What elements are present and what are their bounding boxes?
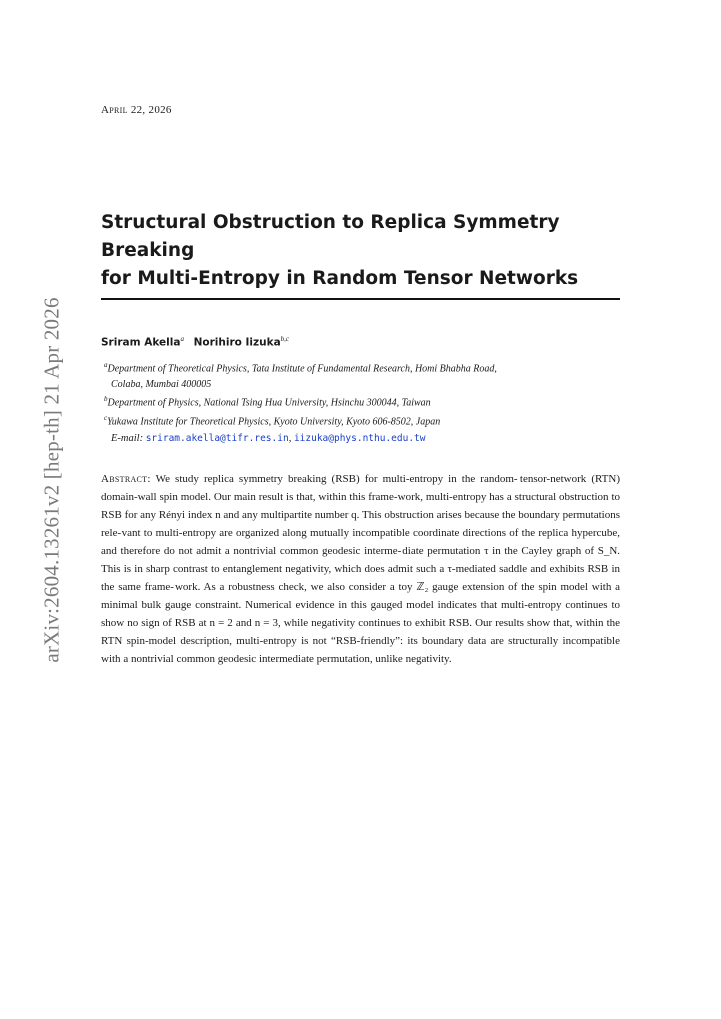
- affiliation-item: $^c$Yukawa Institute for Theoretical Physics, Kyoto University, Kyoto 606-8502, Japan: [104, 414, 441, 428]
- abstract-line: multi-entropy is not “RSB-friendly”: its boundary data are structurally incompatible with: [101, 635, 620, 665]
- abstract-line: with a minimal bulk gauge constraint. Numerical evidence in this gauged model indicates: [101, 581, 620, 611]
- abstract-line: multipartite number q. This obstruction arises because the boundary permutations rele-: [101, 509, 620, 539]
- author-affiliation-mark: a: [180, 335, 184, 343]
- author-name: Norihiro Iizuka: [193, 336, 281, 349]
- abstract-line: We study replica symmetry breaking (RSB) for multi-entropy in the random-: [155, 473, 518, 485]
- title-line-1: Structural Obstruction to Replica Symmetry Breaking: [101, 212, 560, 261]
- email-link[interactable]: iizuka@phys.nthu.edu.tw: [293, 433, 426, 444]
- paper-title: [101, 209, 641, 293]
- abstract-line: vant to multi-entropy are organized along mutually incompatible coordinate directions of: [121, 527, 519, 539]
- contact-email: E-mail: sriram.akella@tifr.res.in, iizuka@phys.nthu.edu.tw: [111, 433, 426, 444]
- affiliation-list: [104, 358, 624, 430]
- abstract-line: negativity, which does admit such a τ-mediated saddle and exhibits RSB in the same frame-: [101, 563, 621, 593]
- author-list: [101, 335, 289, 349]
- author-name: Sriram Akella: [101, 336, 181, 349]
- abstract-line: the replica hypercube, and therefore do not admit a nontrivial common geodesic interme-: [101, 527, 621, 557]
- abstract-line: tensor-network (RTN) domain-wall spin model. Our main result is that, within this frame-: [101, 473, 620, 503]
- abstract-line: continues to exhibit RSB. Our results show that, within the RTN spin-model description,: [101, 617, 621, 647]
- abstract-line: that multi-entropy continues to show no sign of RSB at n = 2 and n = 3, while negativity: [101, 599, 621, 629]
- email-link[interactable]: sriram.akella@tifr.res.in: [145, 433, 289, 444]
- abstract-heading: Abstract:: [101, 473, 151, 485]
- affiliation-item: $^a$Department of Theoretical Physics, Tata Institute of Fundamental Research, Homi Bhabha Road,: [104, 361, 497, 375]
- affiliation-item: $^b$Department of Physics, National Tsing Hua University, Hsinchu 300044, Taiwan: [104, 395, 431, 409]
- abstract-line: diate permutation τ in the Cayley graph of S_N. This is in sharp contrast to entanglement: [101, 545, 621, 575]
- title-line-2: for Multi-Entropy in Random Tensor Networks: [101, 268, 579, 289]
- abstract-line: work. As a robustness check, we also consider a toy ℤ₂ gauge extension of the spin model: [174, 581, 588, 593]
- arxiv-identifier-stamp: arXiv:2604.13261v2 [hep-th] 21 Apr 2026: [39, 297, 64, 663]
- abstract: [101, 470, 620, 668]
- preprint-date: April 22, 2026: [101, 104, 172, 116]
- email-label: E-mail:: [111, 433, 144, 444]
- title-rule-divider: [101, 298, 620, 300]
- author-affiliation-mark: b,c: [280, 335, 290, 343]
- affiliation-item-continuation: Colaba, Mumbai 400005: [111, 378, 212, 390]
- abstract-line: a nontrivial common geodesic intermediate permutation, unlike negativity.: [123, 653, 452, 665]
- abstract-line: work, multi-entropy has a structural obstruction to RSB for any Rényi index n and any: [101, 491, 620, 521]
